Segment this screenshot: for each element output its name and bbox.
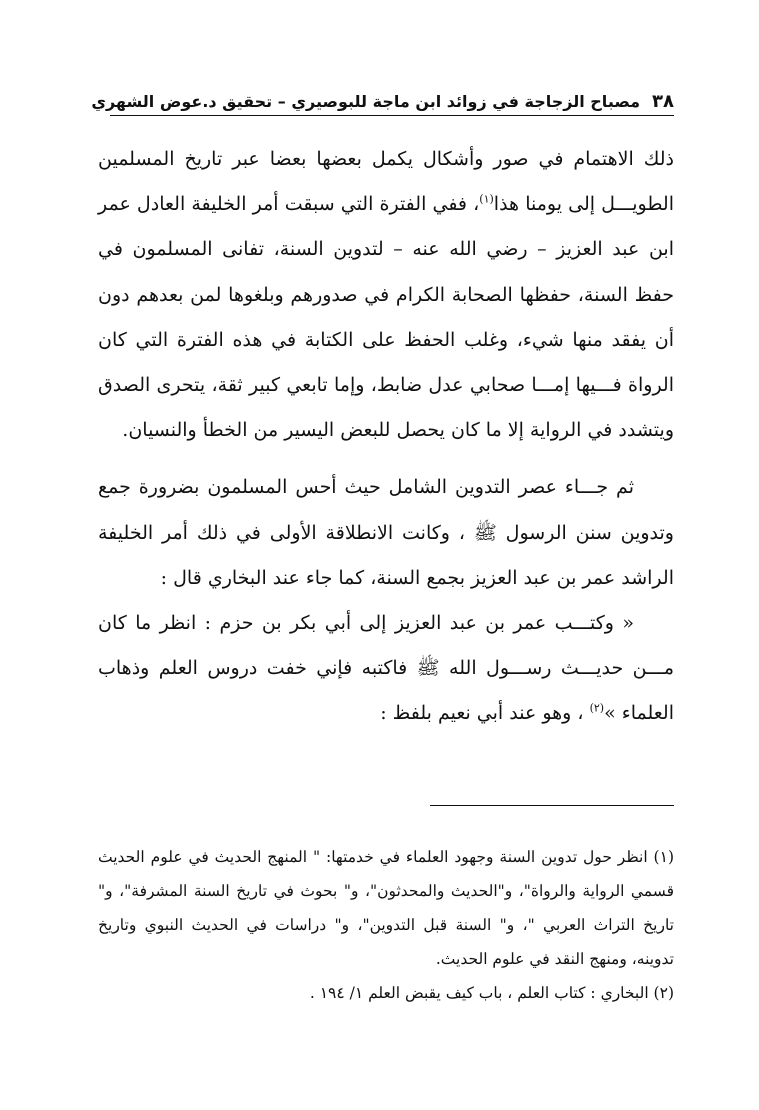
footnote-ref-1[interactable]: (١)	[479, 192, 494, 206]
main-text	[98, 137, 674, 737]
running-title: مصباح الزجاجة في زوائد ابن ماجة للبوصيري – تحقيق د.عوض الشهري	[91, 92, 641, 111]
page-number: ٣٨	[652, 91, 674, 112]
footnotes	[98, 840, 674, 1010]
quote-continuation: ، وهو عند أبي نعيم بلفظ :	[380, 702, 584, 725]
paragraph-1	[98, 137, 674, 453]
footnote-ref-2[interactable]: (٢)	[589, 702, 605, 716]
quote-text: « وكتـــب عمر بن عبد العزيز إلى أبي بكر بن حزم : انظر ما كان مـــن حديـــث رســـول الله ﷺ فاكتبه فإني خفت دروس العلم وذهاب العلماء »	[98, 612, 674, 725]
footnote-1: (١) انظر حول تدوين السنة وجهود العلماء في خدمتها: " المنهج الحديث في علوم الحديث قسمي الرواية والرواة"، و"الحديث والمحدثون"، و" بحوث في تاريخ السنة المشرفة"، و" تاريخ التراث العربي "، و" السنة قبل التدوين"، و" دراسات في الحديث النبوي وتاريخ تدوينه، ومنهج النقد في علوم الحديث.	[98, 848, 674, 968]
paragraph-1-continuation: ، ففي الفترة التي سبقت أمر الخليفة العادل عمر ابن عبد العزيز – رضي الله عنه – لتدوين السنة، تفانى المسلمون في حفظ السنة، حفظها الصحابة الكرام في صدورهم وبلغوها لمن بعدهم دون أن يفقد منها شيء، وغلب الحفظ على الكتابة في هذه الفترة التي كان الرواة فـــيها إمـــا صحابي عدل ضابط، وإما تابعي كبير ثقة، يتحرى الصدق ويتشدد في الرواية إلا ما كان يحصل للبعض اليسير من الخطأ والنسيان.	[98, 193, 674, 442]
running-header	[91, 88, 674, 116]
paragraph-2: ثم جـــاء عصر التدوين الشامل حيث أحس المسلمون بضرورة جمع وتدوين سنن الرسول ﷺ ، وكانت الانطلاقة الأولى في ذلك أمر الخليفة الراشد عمر بن عبد العزيز بجمع السنة، كما جاء عند البخاري قال :	[98, 476, 674, 589]
paragraph-1-text: ذلك الاهتمام في صور وأشكال يكمل بعضها بعضا عبر تاريخ المسلمين الطويـــل إلى يومنا هذا	[98, 148, 675, 216]
paragraph-3-quote	[98, 601, 674, 737]
footnote-2: (٢) البخاري : كتاب العلم ، باب كيف يقبض العلم ١/ ١٩٤ .	[309, 984, 674, 1002]
footnote-separator	[430, 805, 674, 806]
